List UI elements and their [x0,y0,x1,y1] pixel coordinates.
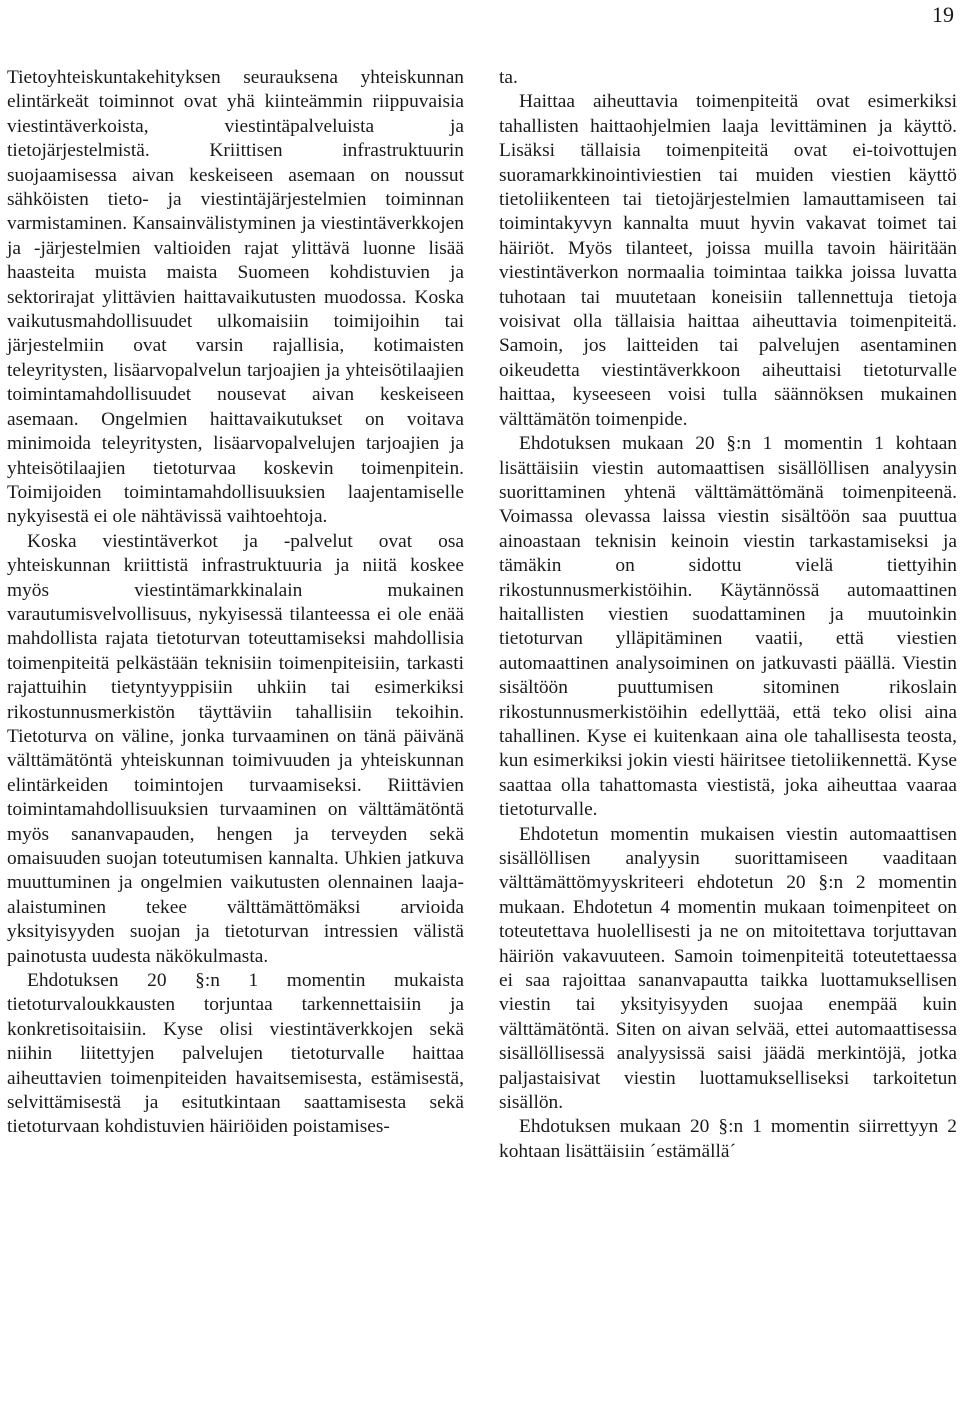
paragraph: Ehdotetun momentin mukaisen viestin automaattisen sisällöllisen analyysin suorittamiseen vaaditaan välttämättömyyskriteeri ehdotetun 20 §:n 2 momentin mukaan. Ehdotetun 4 momentin mukaan toimenpiteet on toteutettava huolellisesti ja ne on mitoitettava torjuttavan häiriön vakavuuteen. Samoin toimenpiteitä toteutettaessa ei saa rajoittaa sananvapautta taikka luottamuksellisen viestin tai yksityisyyden suojaa enempää kuin välttämätöntä. Siten on aivan selvää, ettei automaattisessa sisällöllisessä analyysissä saisi jäädä merkintöjä, jotka paljastaisivat viestin luottamukselliseksi tarkoitetun sisällön. [499,823,957,1114]
page-number: 19 [932,2,954,27]
paragraph: Haittaa aiheuttavia toimenpiteitä ovat esimerkiksi tahallisten haittaohjelmien laaja levittäminen ja käyttö. Lisäksi tällaisia toimenpiteitä ovat ei-toivottujen suoramarkkinointiviestien tai muiden viestien käyttö tietoliikenteen tai tietojärjestelmien lamauttamiseen tai toimintakyvyn kannalta muut hyvin vakavat toimet tai häiriöt. Myös tilanteet, joissa muilla tavoin häiritään viestintäverkon normaalia toimintaa taikka joissa luvatta tuhotaan tai muutetaan koneisiin tallennettuja tietoja voisivat olla tällaisia haittaa aiheuttavia toimenpiteitä. Samoin, jos laitteiden tai palvelujen asentaminen oikeudetta viestintäverkkoon aiheuttaisi tietoturvalle haittaa, kyseeseen voisi tulla säännöksen mukainen välttämätön toimenpide. [499,91,957,430]
paragraph: Ehdotuksen 20 §:n 1 momentin mukaista tietoturvaloukkausten torjuntaa tarkennettaisiin ja konkretisoitaisiin. Kyse olisi viestintäverkkojen sekä niihin liitettyjen palvelujen tietoturvalle haittaa aiheuttavien toimenpiteiden havaitsemisesta, estämisestä, selvittämisestä ja esitutkintaan saattamisesta sekä tietoturvaan kohdistuvien häiriöiden poistamises- [7,970,464,1138]
left-column [7,66,464,1140]
paragraph: Ehdotuksen mukaan 20 §:n 1 momentin siirrettyyn 2 kohtaan lisättäisiin ´estämällä´ [499,1116,957,1162]
paragraph: Ehdotuksen mukaan 20 §:n 1 momentin 1 kohtaan lisättäisiin viestin automaattisen sisällöllisen analyysin suorittaminen yhtenä välttämättömänä toimenpiteenä. Voimassa olevassa laissa viestin sisältöön saa puuttua ainoastaan teknisin keinoin viestin tarkastamiseksi ja tämäkin on sidottu vielä tiettyihin rikostunnusmerkistöihin. Käytännössä automaattinen haitallisten viestien suodattaminen ja muutoinkin tietoturvan ylläpitäminen vaatii, että viestien automaattinen analysoiminen on jatkuvasti päällä. Viestin sisältöön puuttumisen sitominen rikoslain rikostunnusmerkistöihin edellyttää, että teko olisi aina tahallinen. Kyse ei kuitenkaan aina ole tahallisesta teosta, kun esimerkiksi jokin viesti häiritsee tietoliikennettä. Kyse saattaa olla tahattomasta viestistä, joka aiheuttaa vaaraa tietoturvalle. [499,433,957,821]
right-column [499,66,957,1164]
paragraph: Tietoyhteiskuntakehityksen seurauksena yhteiskunnan elintärkeät toiminnot ovat yhä kiinteämmin riippuvaisia viestintäverkoista, viestintäpalveluista ja tietojärjestelmistä. Kriittisen infrastruktuurin suojaamisessa aivan keskeiseen asemaan on noussut sähköisten tieto- ja viestintäjärjestelmien toiminnan varmistaminen. Kansainvälistyminen ja viestintäverkkojen ja -järjestelmien valtioiden rajat ylittävä luonne lisää haasteita muista maista Suomeen kohdistuvien ja sektorirajat ylittävien haittavaikutusten muodossa. Koska vaikutusmahdollisuudet ulkomaisiin toimijoihin tai järjestelmiin ovat varsin rajallisia, kotimaisten teleyritysten, lisäarvopalvelun tarjoajien ja yhteisötilaajien toimintamahdollisuudet nousevat aivan keskeiseen asemaan. Ongelmien haittavaikutukset on voitava minimoida teleyritysten, lisäarvopalvelujen tarjoajien ja yhteisötilaajien tietoturvaa koskevin toimenpitein. Toimijoiden toimintamahdollisuuksien laajentamiselle nykyisestä ei ole nähtävissä vaihtoehtoja. [7,67,464,528]
paragraph: ta. [499,67,518,88]
paragraph: Koska viestintäverkot ja -palvelut ovat osa yhteiskunnan kriittistä infrastruktuuria ja niitä koskee myös viestintämarkkinalain mukainen varautumisvelvollisuus, nykyisessä tilanteessa ei ole enää mahdollista rajata tietoturvan toteuttamiseksi mahdollisia toimenpiteitä pelkästään teknisiin toimenpiteisiin, tarkasti rajattuihin tietyntyyppisiin uhkiin tai esimerkiksi rikostunnusmerkistön täyttäviin tahallisiin tekoihin. Tietoturva on väline, jonka turvaaminen on tänä päivänä välttämätöntä yhteiskunnan toimivuuden ja yhteiskunnan elintärkeiden toimintojen turvaamiseksi. Riittävien toimintamahdollisuuksien turvaaminen on välttämätöntä myös sananvapauden, hengen ja terveyden sekä omaisuuden suojan toteutumisen kannalta. Uhkien jatkuva muuttuminen ja ongelmien vaikutusten olennainen laaja-alaistuminen tekee välttämättömäksi arvioida yksityisyyden suojan ja tietoturvan intressien välistä painotusta uudesta näkökulmasta. [7,530,464,967]
